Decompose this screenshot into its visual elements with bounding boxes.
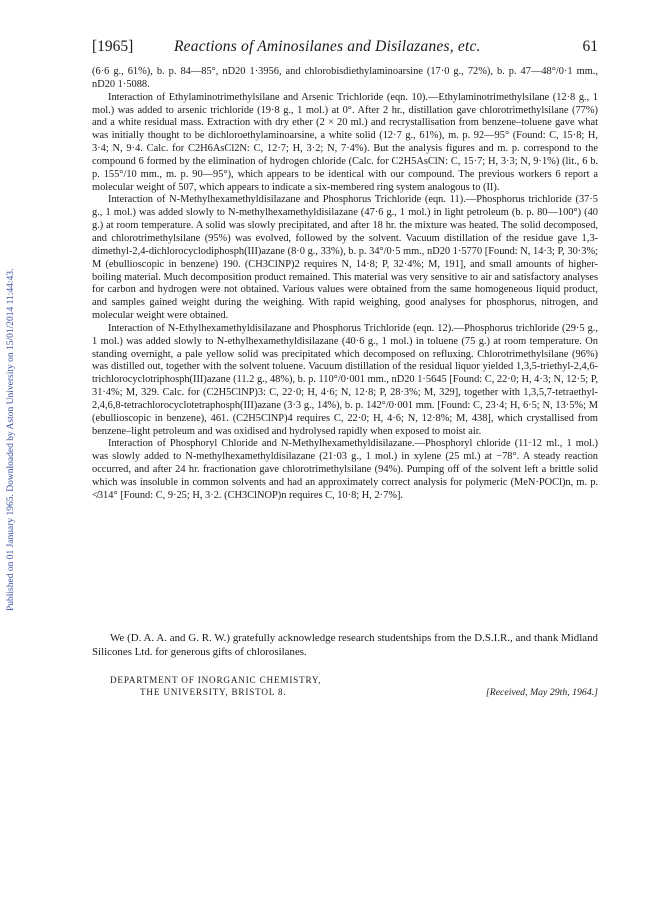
address-university: THE UNIVERSITY, BRISTOL 8. [140, 687, 287, 697]
paragraph-5: Interaction of Phosphoryl Chloride and N-Methylhexamethyldisilazane.—Phosphoryl chloride (11·12 ml., 1 mol.) was slowly added to N-methylhexamethyldisilazane (21·03 g., 1 mol.) in xylene (25 ml.) at −78°. A steady reaction occurred, and after 24 hr. fractionation gave chlorotrimethylsilane (94%). Pumping off of the solvent left a brittle solid which was insoluble in common solvents and had an approximately correct analysis for polymeric (MeN·POCl)n, m. p. ≮314° [Found: C, 9·25; H, 3·2. (CH3ClNOP)n requires C, 10·8; H, 2·7%]. [92, 438, 598, 501]
header-year: [1965] [92, 38, 134, 55]
received-date: [Received, May 29th, 1964.] [485, 687, 598, 698]
running-header [92, 38, 598, 58]
paragraph-4: Interaction of N-Ethylhexamethyldisilazane and Phosphorus Trichloride (eqn. 12).—Phosphorus trichloride (29·5 g., 1 mol.) was added slowly to N-ethylhexamethyldisilazane (40·6 g., 1 mol.) in toluene (75 g.) at room temperature. On standing overnight, a pale yellow solid was precipitated which decomposed on refluxing. Chlorotrimethylsilane (96%) was distilled out, together with the solvent toluene. Vacuum distillation of the residual liquor yielded 1,3,5-triethyl-2,4,6-trichlorocyclotriphosph(III)azane (11.2 g., 48%), b. p. 110°/0·001 mm., nD20 1·5645 [Found: C, 22·0; H, 4·3; N, 12·5; P, 31·4%; M, 329. Calc. for (C2H5ClNP)3: C, 22·0; H, 4·6; N, 12·8; P, 28·3%; M, 329], together with 1,3,5,7-tetraethyl-2,4,6,8-tetrachlorocyclotetraphosph(III)azane (3·3 g., 14%), b. p. 142°/0·001 mm. [Found: C, 23·4; H, 6·5; N, 13·5%; M (ebullioscopic in benzene), 461. (C2H5ClNP)4 requires C, 22·0; H, 4·6; N, 12·8%; M, 438], which crystallised from benzene–light petroleum and was oxidised and hydrolysed rapidly when exposed to moist air. [92, 322, 598, 437]
acknowledgement: We (D. A. A. and G. R. W.) gratefully acknowledge research studentships from the D.S.I.R., and thank Midland Silicones Ltd. for generous gifts of chlorosilanes. [92, 632, 598, 658]
paragraph-2: Interaction of Ethylaminotrimethylsilane and Arsenic Trichloride (eqn. 10).—Ethylaminotrimethylsilane (12·8 g., 1 mol.) was added to arsenic trichloride (19·8 g., 1 mol.) at 0°. After 2 hr., distillation gave chlorotrimethylsilane (77%) and a white residual mass. Extraction with dry ether (2 × 20 ml.) and recrystallisation from benzene–toluene gave what was initially thought to be dichloroethylaminoarsine, a white solid (12·7 g., 61%), m. p. 92—95° (Found: C, 15·8; H, 3·4; N, 9·4. Calc. for C2H6AsCl2N: C, 12·7; H, 3·2; N, 7·4%). But the analysis figures and m. p. correspond to the compound 6 formed by the elimination of hydrogen chloride (Calc. for C2H5AsClN: C, 15·7; H, 3·3; N, 9·1%) (lit., 6 b. p. 155°/10 mm., m. p. 90—95°), which appears to be identical with our compound. The previous workers 6 report a molecular weight of 507, which appears to indicate a six-membered ring system analogous to (II). [92, 91, 598, 193]
header-title: Reactions of Aminosilanes and Disilazanes, etc. [174, 38, 481, 55]
paragraph-1: (6·6 g., 61%), b. p. 84—85°, nD20 1·3956, and chlorobisdiethylaminoarsine (17·0 g., 72%), b. p. 47—48°/0·1 mm., nD20 1·5088. [92, 66, 598, 90]
download-watermark: Published on 01 January 1965. Downloaded by Aston University on 15/01/2014 11:44:43. [6, 268, 16, 612]
paragraph-3: Interaction of N-Methylhexamethyldisilazane and Phosphorus Trichloride (eqn. 11).—Phosphorus trichloride (37·5 g., 1 mol.) was added slowly to N-methylhexamethyldisilazane (47·6 g., 1 mol.) in light petroleum (b. p. 80—100°) (40 g.) at room temperature. A solid was slowly precipitated, and after 18 hr. the mixture was heated. The solid decomposed, and chlorotrimethylsilane (95%) was evolved, followed by the solvent. Vacuum distillation of the residue gave 1,3-dimethyl-2,4-dichlorocyclodiphosph(III)azane (8·0 g., 33%), b. p. 34°/0·5 mm., nD20 1·5770 [Found: N, 14·3; P, 30·3%; M (ebullioscopic in benzene) 190. (CH3ClNP)2 requires N, 14·8; P, 32·4%; M, 191], and small amounts of higher-boiling material. Much decomposition product remained. This material was very sensitive to air and satisfactory analyses for carbon and hydrogen were not obtained. Various values were obtained from the same homogeneous liquid product, and samples gained weight during the weighing. With rapid weighing, good analyses for phosphorus, nitrogen, and molecular weight were obtained. [92, 194, 598, 322]
article-body [92, 66, 598, 503]
address-department: DEPARTMENT OF INORGANIC CHEMISTRY, [110, 675, 322, 685]
page-number: 61 [582, 38, 598, 55]
